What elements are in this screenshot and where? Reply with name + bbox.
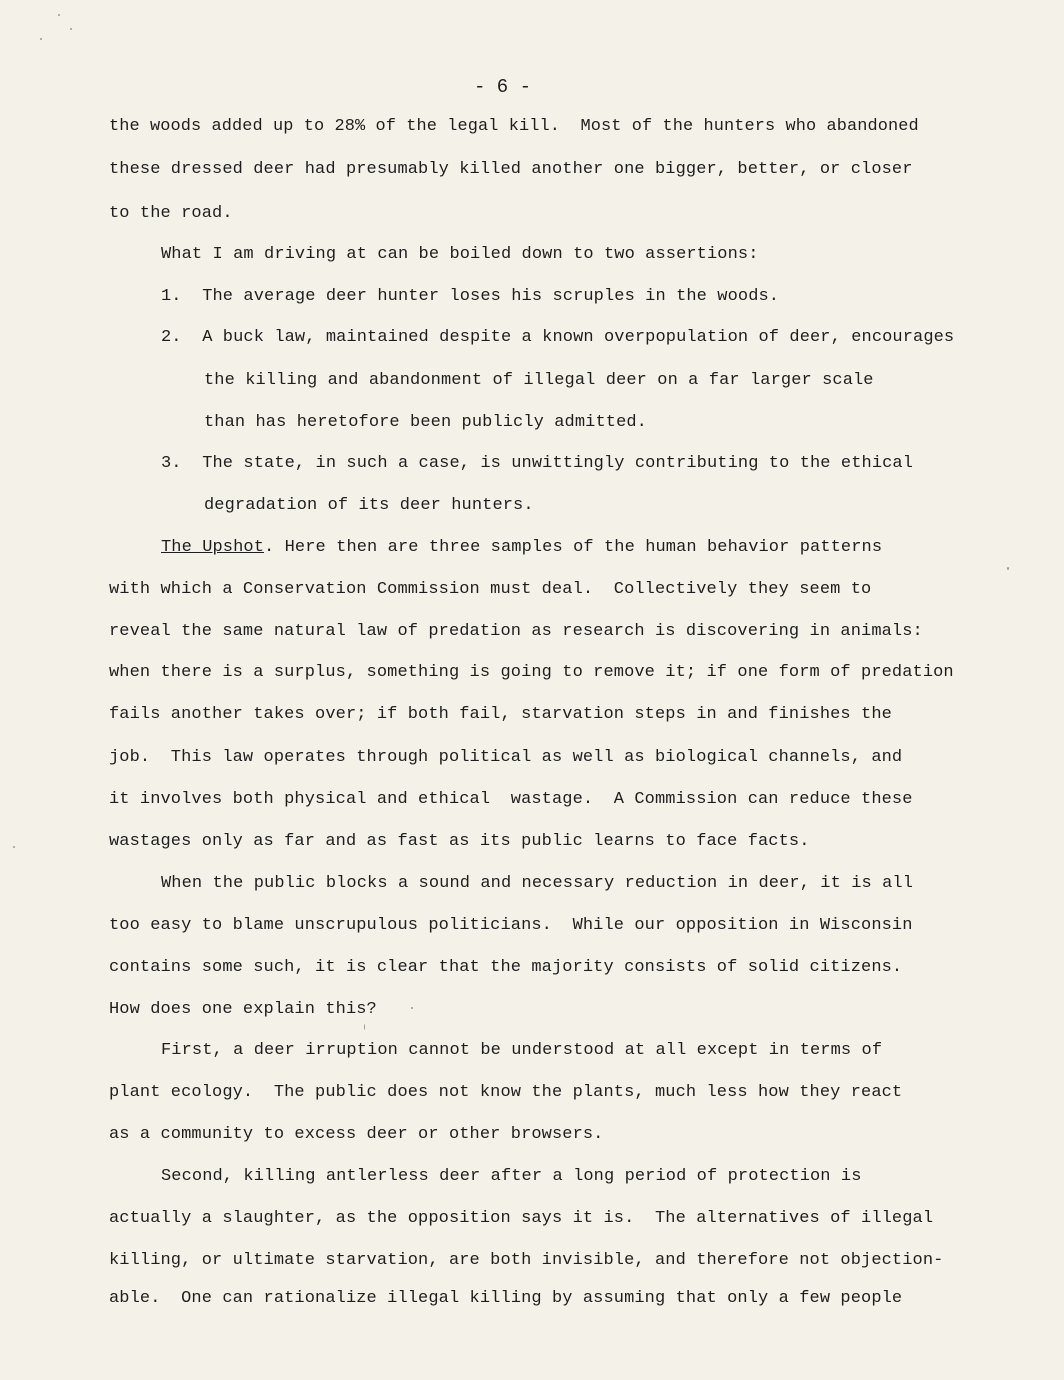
text-line: the killing and abandonment of illegal deer on a far larger scale [204, 371, 874, 390]
text-line: too easy to blame unscrupulous politicians. While our opposition in Wisconsin [109, 916, 913, 935]
paper-speck [1007, 567, 1009, 570]
text-line: wastages only as far and as fast as its public learns to face facts. [109, 832, 810, 851]
list-item: 2. A buck law, maintained despite a known overpopulation of deer, encourages [161, 328, 955, 347]
paper-speck [364, 1024, 365, 1030]
text-line: When the public blocks a sound and necessary reduction in deer, it is all [161, 874, 914, 893]
list-item: 3. The state, in such a case, is unwittingly contributing to the ethical [161, 454, 914, 473]
text-line: reveal the same natural law of predation as research is discovering in animals: [109, 622, 923, 641]
text-line: with which a Conservation Commission must deal. Collectively they seem to [109, 580, 872, 599]
paper-speck [411, 1007, 413, 1009]
text-line [161, 539, 882, 556]
text-line: fails another takes over; if both fail, starvation steps in and finishes the [109, 705, 892, 724]
text-run: . Here then are three samples of the human behavior patterns [264, 538, 883, 557]
text-line: What I am driving at can be boiled down to two assertions: [161, 245, 759, 264]
text-line: the woods added up to 28% of the legal kill. Most of the hunters who abandoned [109, 117, 919, 136]
paper-speck [70, 28, 72, 30]
text-line: job. This law operates through political as well as biological channels, and [109, 748, 903, 767]
text-line: it involves both physical and ethical wastage. A Commission can reduce these [109, 790, 913, 809]
text-line: to the road. [109, 204, 233, 223]
text-line: How does one explain this? [109, 1000, 377, 1019]
text-line: able. One can rationalize illegal killing by assuming that only a few people [109, 1289, 903, 1308]
text-line: these dressed deer had presumably killed another one bigger, better, or closer [109, 160, 913, 179]
paper-speck [40, 38, 42, 40]
text-line: actually a slaughter, as the opposition says it is. The alternatives of illegal [109, 1209, 934, 1228]
text-line: than has heretofore been publicly admitted. [204, 413, 647, 432]
text-line: degradation of its deer hunters. [204, 496, 534, 515]
text-line: Second, killing antlerless deer after a long period of protection is [161, 1167, 862, 1186]
text-line: as a community to excess deer or other browsers. [109, 1125, 604, 1144]
text-line: plant ecology. The public does not know the plants, much less how they react [109, 1083, 903, 1102]
text-line: contains some such, it is clear that the majority consists of solid citizens. [109, 958, 903, 977]
text-line: killing, or ultimate starvation, are both invisible, and therefore not objection- [109, 1251, 944, 1270]
paper-speck [13, 846, 15, 848]
list-item: 1. The average deer hunter loses his scruples in the woods. [161, 287, 780, 306]
text-line: when there is a surplus, something is going to remove it; if one form of predation [109, 663, 954, 682]
paper-speck [58, 14, 60, 16]
page-number: - 6 - [474, 76, 532, 98]
section-heading: The Upshot [161, 538, 265, 557]
text-line: First, a deer irruption cannot be understood at all except in terms of [161, 1041, 883, 1060]
